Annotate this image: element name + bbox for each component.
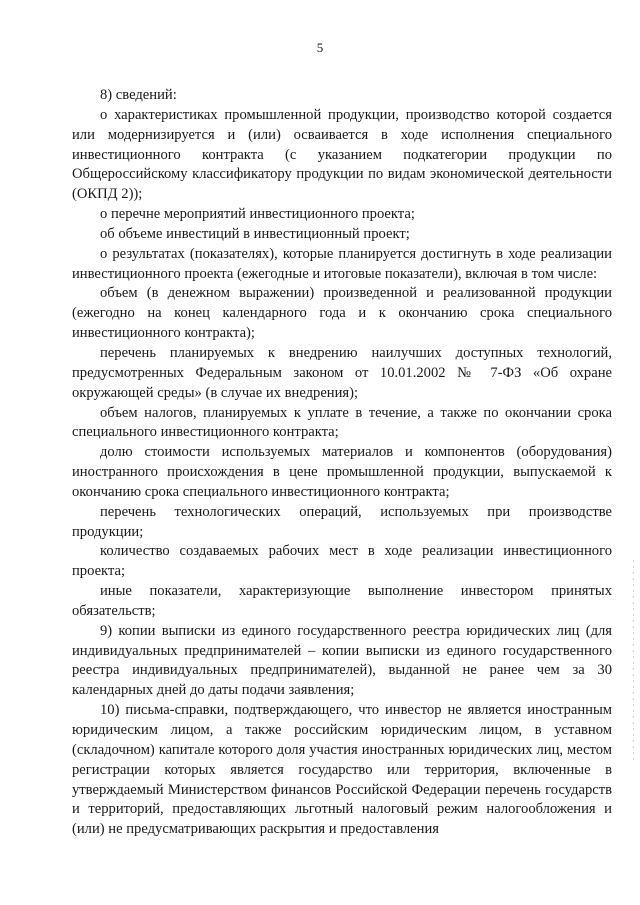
paragraph-item-9-registry-extract: 9) копии выписки из единого государственного реестра юридических лиц (для индивидуальных предпринимателей – копии выписки из единого государственного реестра индивидуальных предпринимателей), выданной не ранее чем за 30 календарных дней до даты подачи заявления; [72,622,612,699]
paragraph-product-characteristics: о характеристиках промышленной продукции, производство которой создается или модернизируется и (или) осваивается в ходе исполнения специального инвестиционного контракта (с указанием подкатегории продукции по Общероссийскому классификатору продукции по видам экономической деятельности (ОКПД 2)); [72,106,612,203]
paragraph-jobs-created: количество создаваемых рабочих мест в ходе реализации инвестиционного проекта; [72,543,612,580]
paragraph-project-activities: о перечне мероприятий инвестиционного проекта; [100,206,415,223]
paragraph-tax-volume: объем налогов, планируемых к уплате в течение, а также по окончании срока специального инвестиционного контракта; [72,404,612,441]
paragraph-item-10-certificate-letter: 10) письма-справки, подтверждающего, что инвестор не является иностранным юридическим лицом, а также российским юридическим лицом, в уставном (складочном) капитале которого доля участия иностранных юридических лиц, местом регистрации которых является государство или территория, включенные в утверждаемый Министерством финансов Российской Федерации перечень государств и территорий, предоставляющих льготный налоговый режим налогообложения и (или) не предусматривающих раскрытия и предоставления [72,702,612,838]
paragraph-foreign-share: долю стоимости используемых материалов и компонентов (оборудования) иностранного происхождения в цене промышленной продукции, выпускаемой к окончанию срока специального инвестиционного контракта; [72,444,612,500]
page-number: 5 [316,40,324,55]
paragraph-other-indicators: иные показатели, характеризующие выполнение инвестором принятых обязательств; [72,583,612,619]
paragraph-best-technologies: перечень планируемых к внедрению наилучших доступных технологий, предусмотренных Федеральным законом от 10.01.2002 № 7-ФЗ «Об охране окружающей среды» (в случае их внедрения); [72,344,612,401]
paragraph-planned-results: о результатах (показателях), которые планируется достигнуть в ходе реализации инвестиционного проекта (ежегодные и итоговые показатели), включая в том числе: [72,245,612,282]
paragraph-production-volume: объем (в денежном выражении) произведенной и реализованной продукции (ежегодно на конец календарного года и к окончанию срока специального инвестиционного контракта); [72,285,612,342]
document-body [72,86,612,840]
paragraph-item-8-heading: 8) сведений: [100,87,177,103]
paragraph-technological-operations: перечень технологических операций, используемых при производстве продукции; [72,503,612,540]
scan-artifact [633,560,634,760]
paragraph-investment-volume: об объеме инвестиций в инвестиционный проект; [100,225,410,242]
